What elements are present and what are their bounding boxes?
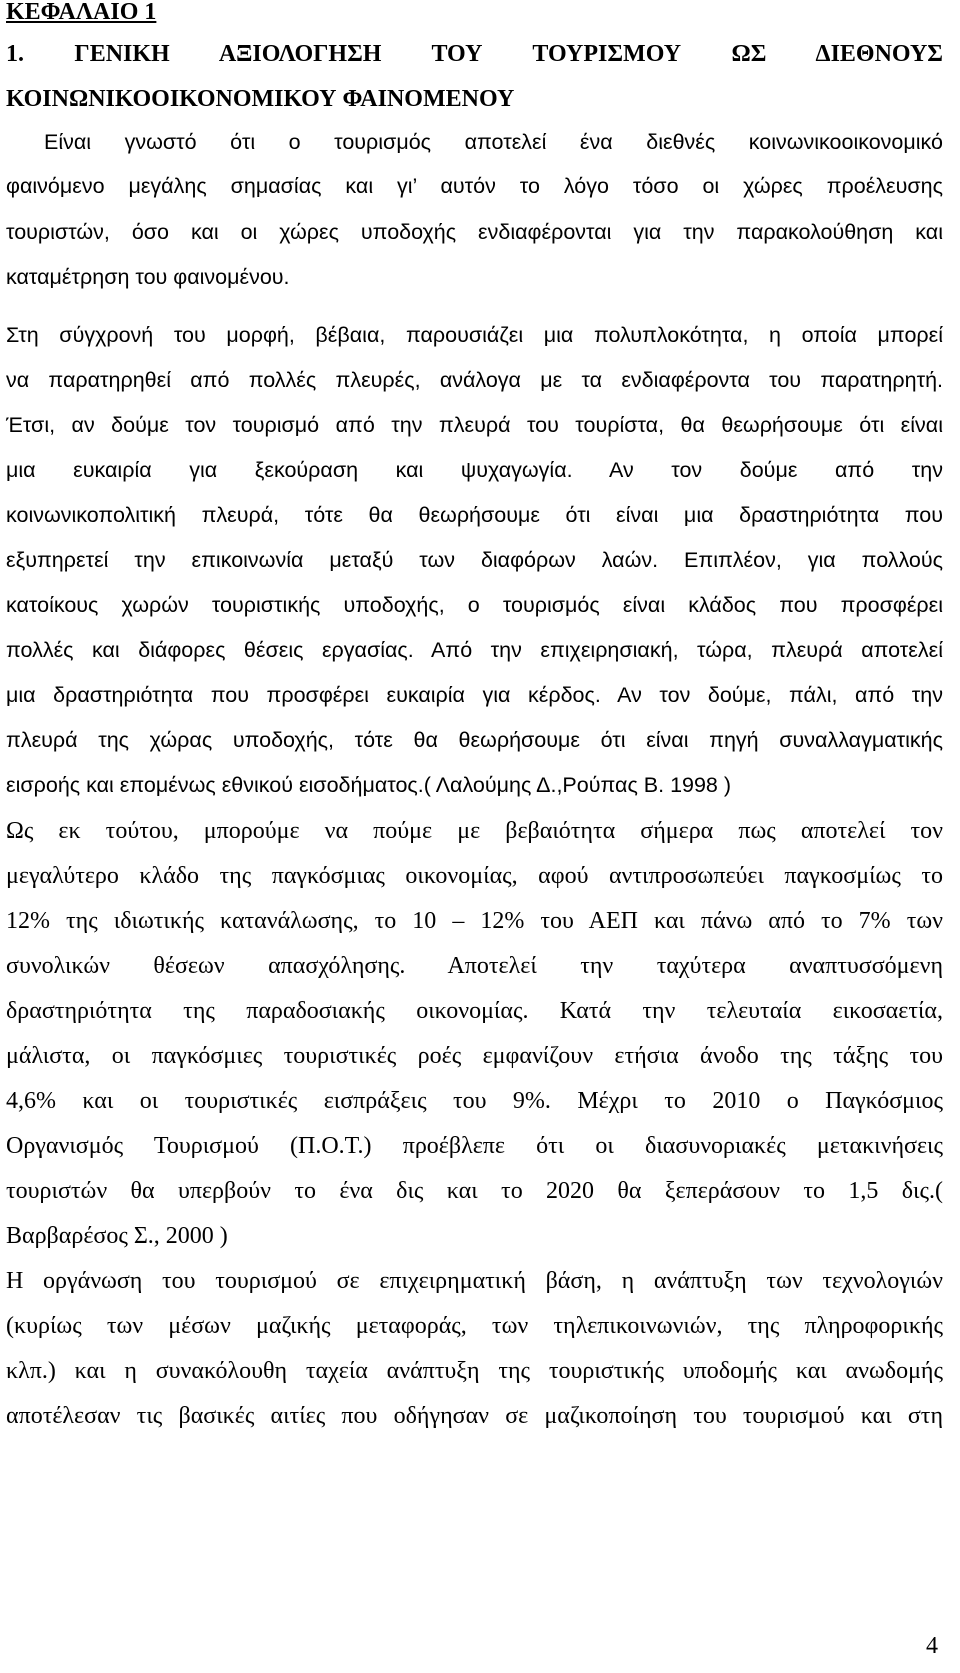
paragraph-4-line-4: αποτέλεσαν τις βασικές αιτίες που οδήγησαν σε μαζικοποίηση του τουρισμού και στη	[6, 1403, 943, 1429]
paragraph-1-line-1: Είναι γνωστό ότι ο τουρισμός αποτελεί ένα διεθνές κοινωνικοοικονομικό	[44, 130, 943, 154]
paragraph-3-line-5: δραστηριότητα της παραδοσιακής οικονομίας. Κατά την τελευταία εικοσαετία,	[6, 998, 943, 1024]
paragraph-2-line-5: κοινωνικοπολιτική πλευρά, τότε θα θεωρήσουμε ότι είναι μια δραστηριότητα που	[6, 503, 943, 527]
paragraph-2-line-3: Έτσι, αν δούμε τον τουρισμό από την πλευρά του τουρίστα, θα θεωρήσουμε ότι είναι	[6, 413, 943, 437]
paragraph-2-line-10: πλευρά της χώρας υποδοχής, τότε θα θεωρήσουμε ότι είναι πηγή συναλλαγματικής	[6, 728, 943, 752]
document-heading-line-2: ΚΟΙΝΩΝΙΚΟΟΙΚΟΝΟΜΙΚΟΥ ΦΑΙΝΟΜΕΝΟΥ	[6, 86, 515, 112]
paragraph-4-line-3: κλπ.) και η συνακόλουθη ταχεία ανάπτυξη της τουριστικής υποδομής και ανωδομής	[6, 1358, 943, 1384]
paragraph-4-line-1: Η οργάνωση του τουρισμού σε επιχειρηματική βάση, η ανάπτυξη των τεχνολογιών	[6, 1268, 943, 1294]
paragraph-4-line-2: (κυρίως των μέσων μαζικής μεταφοράς, των τηλεπικοινωνιών, της πληροφορικής	[6, 1313, 943, 1339]
paragraph-3-line-1: Ως εκ τούτου, μπορούμε να πούμε με βεβαιότητα σήμερα πως αποτελεί τον	[6, 818, 943, 844]
paragraph-1-line-3: τουριστών, όσο και οι χώρες υποδοχής ενδιαφέρονται για την παρακολούθηση και	[6, 220, 943, 244]
paragraph-2-line-7: κατοίκους χωρών τουριστικής υποδοχής, ο τουρισμός είναι κλάδος που προσφέρει	[6, 593, 943, 617]
document-heading-line-1: 1. ΓΕΝΙΚΗ ΑΞΙΟΛΟΓΗΣΗ ΤΟΥ ΤΟΥΡΙΣΜΟΥ ΩΣ ΔΙΕΘΝΟΥΣ	[6, 41, 943, 67]
paragraph-2-line-4: μια ευκαιρία για ξεκούραση και ψυχαγωγία. Αν τον δούμε από την	[6, 458, 943, 482]
paragraph-3-line-3: 12% της ιδιωτικής κατανάλωσης, το 10 – 12% του ΑΕΠ και πάνω από το 7% των	[6, 908, 943, 934]
paragraph-3-line-9: τουριστών θα υπερβούν το ένα δις και το 2020 θα ξεπεράσουν το 1,5 δις.(	[6, 1178, 943, 1204]
paragraph-3-line-6: μάλιστα, οι παγκόσμιες τουριστικές ροές εμφανίζουν ετήσια άνοδο της τάξης του	[6, 1043, 943, 1069]
paragraph-1-line-2: φαινόμενο μεγάλης σημασίας και γι’ αυτόν το λόγο τόσο οι χώρες προέλευσης	[6, 174, 943, 198]
paragraph-2-line-9: μια δραστηριότητα που προσφέρει ευκαιρία για κέρδος. Αν τον δούμε, πάλι, από την	[6, 683, 943, 707]
paragraph-2-line-1: Στη σύγχρονή του μορφή, βέβαια, παρουσιάζει μια πολυπλοκότητα, η οποία μπορεί	[6, 323, 943, 347]
paragraph-2-line-8: πολλές και διάφορες θέσεις εργασίας. Από την επιχειρησιακή, τώρα, πλευρά αποτελεί	[6, 638, 943, 662]
paragraph-3-line-7: 4,6% και οι τουριστικές εισπράξεις του 9%. Μέχρι το 2010 ο Παγκόσμιος	[6, 1088, 943, 1114]
chapter-label: ΚΕΦΑΛΑΙΟ 1	[6, 0, 157, 25]
paragraph-3-line-2: μεγαλύτερο κλάδο της παγκόσμιας οικονομίας, αφού αντιπροσωπεύει παγκοσμίως το	[6, 863, 943, 889]
paragraph-2-line-6: εξυπηρετεί την επικοινωνία μεταξύ των διαφόρων λαών. Επιπλέον, για πολλούς	[6, 548, 943, 572]
paragraph-2-line-2: να παρατηρηθεί από πολλές πλευρές, ανάλογα με τα ενδιαφέροντα του παρατηρητή.	[6, 368, 943, 392]
paragraph-3-line-4: συνολικών θέσεων απασχόλησης. Αποτελεί την ταχύτερα αναπτυσσόμενη	[6, 953, 943, 979]
paragraph-3-line-10: Βαρβαρέσος Σ., 2000 )	[6, 1223, 228, 1249]
paragraph-3-line-8: Οργανισμός Τουρισμού (Π.Ο.Τ.) προέβλεπε ότι οι διασυνοριακές μετακινήσεις	[6, 1133, 943, 1159]
page-number: 4	[926, 1633, 938, 1659]
paragraph-1-line-4: καταμέτρηση του φαινομένου.	[6, 265, 290, 289]
paragraph-2-line-11: εισροής και επομένως εθνικού εισοδήματος.( Λαλούμης Δ.,Ρούπας Β. 1998 )	[6, 773, 732, 797]
